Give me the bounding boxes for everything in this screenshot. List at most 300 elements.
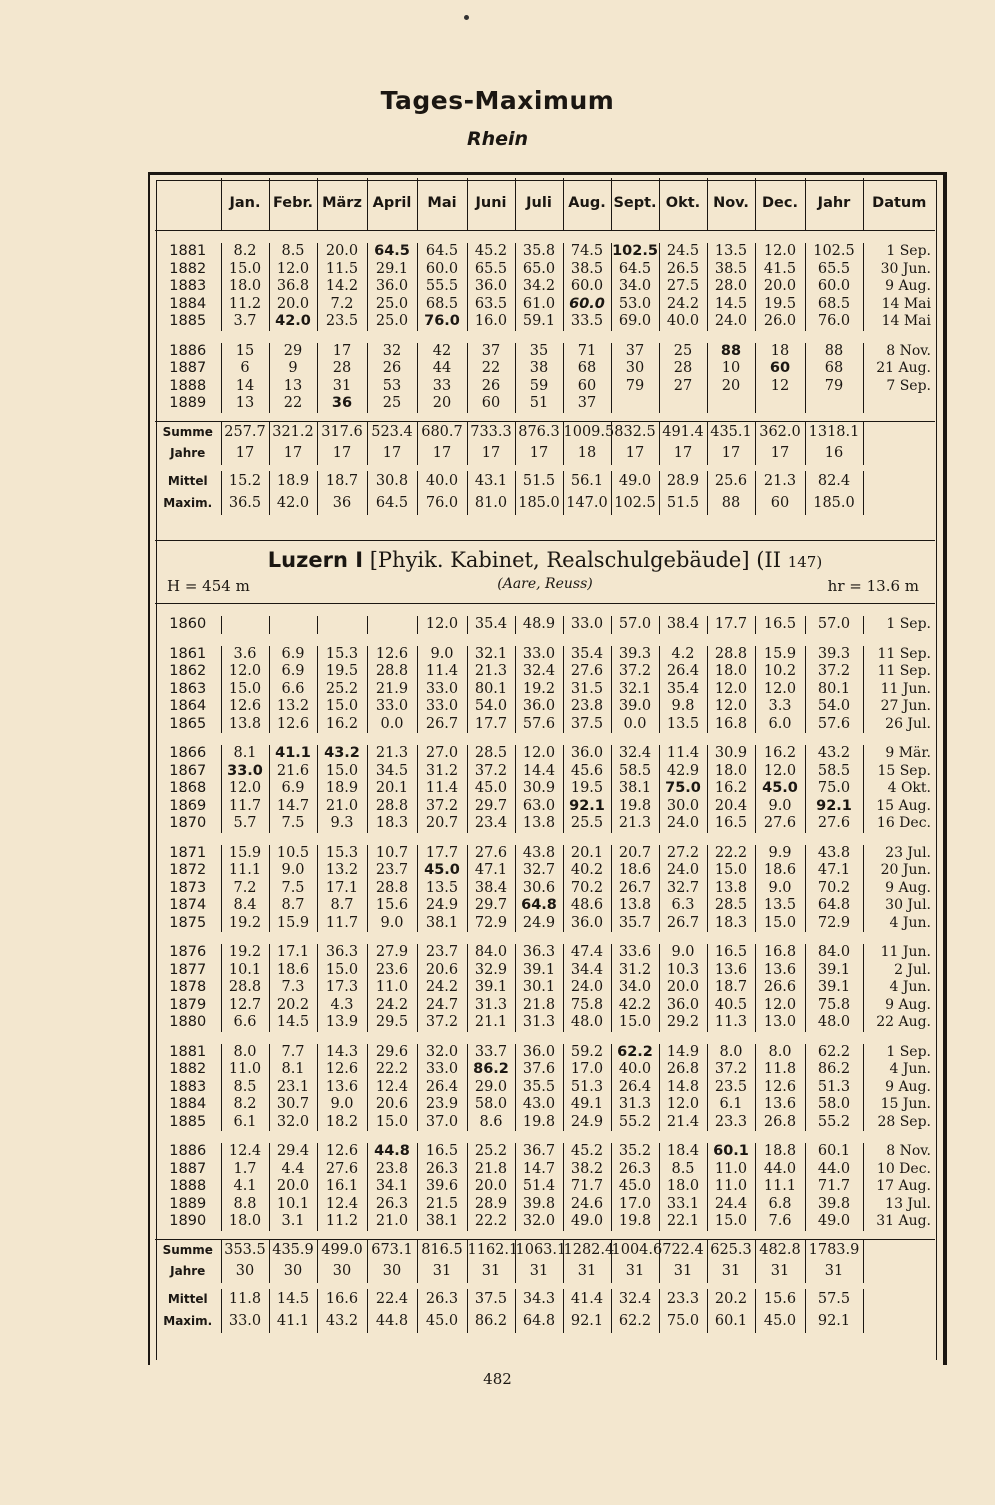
value-cell: 80.1 [467, 681, 515, 699]
value-cell: 60.0 [563, 278, 611, 296]
value-cell: 24.0 [563, 979, 611, 997]
value-cell: 11.0 [707, 1178, 755, 1196]
date-cell: 16 Dec. [863, 815, 935, 833]
year-max-cell: 71.7 [805, 1178, 863, 1196]
summary-value: 18 [563, 443, 611, 465]
page-number: 482 [483, 1370, 512, 1388]
value-cell: 5.7 [221, 815, 269, 833]
value-cell: 12.0 [707, 698, 755, 716]
value-cell: 30.9 [515, 780, 563, 798]
value-cell: 7.5 [269, 880, 317, 898]
value-cell: 26.7 [659, 915, 707, 933]
value-cell: 15.0 [367, 1114, 417, 1132]
value-cell: 9.9 [755, 845, 805, 863]
summary-value: 26.3 [417, 1289, 467, 1311]
summary-value: 362.0 [755, 421, 805, 443]
value-cell: 21.1 [467, 1014, 515, 1032]
value-cell: 18.0 [707, 663, 755, 681]
value-cell: 12.0 [269, 261, 317, 279]
date-cell: 22 Aug. [863, 1014, 935, 1032]
value-cell: 14.9 [659, 1044, 707, 1062]
date-cell: 4 Okt. [863, 780, 935, 798]
summary-value: 30 [367, 1261, 417, 1283]
value-cell: 20.7 [417, 815, 467, 833]
summary-value: 60.1 [707, 1311, 755, 1333]
summary-value: 17 [317, 443, 367, 465]
value-cell: 19.2 [221, 915, 269, 933]
year-cell: 1865 [169, 715, 207, 732]
year-cell: 1874 [169, 897, 207, 913]
year-max-cell: 43.2 [805, 745, 863, 763]
value-cell: 20 [707, 378, 755, 396]
value-cell: 23.4 [467, 815, 515, 833]
summary-value: 185.0 [805, 493, 863, 515]
value-cell: 26.6 [755, 979, 805, 997]
value-cell: 38 [515, 360, 563, 378]
value-cell: 33.0 [417, 1061, 467, 1079]
summary-value: 45.0 [755, 1311, 805, 1333]
summary-value: 17 [417, 443, 467, 465]
value-cell: 11.4 [417, 780, 467, 798]
value-cell [611, 395, 659, 413]
summary-value: 64.8 [515, 1311, 563, 1333]
summary-value: 1282.4 [563, 1239, 611, 1261]
value-cell: 92.1 [563, 798, 611, 816]
value-cell: 15.0 [707, 862, 755, 880]
value-cell: 18.7 [707, 979, 755, 997]
table-row [155, 243, 935, 261]
value-cell [707, 395, 755, 413]
value-cell: 21.0 [317, 798, 367, 816]
value-cell: 11.7 [317, 915, 367, 933]
value-cell: 12.4 [221, 1143, 269, 1161]
value-cell: 36.3 [317, 944, 367, 962]
summary-value: 36 [317, 493, 367, 515]
value-cell: 22.2 [467, 1213, 515, 1231]
value-cell: 4.3 [317, 997, 367, 1015]
value-cell: 8.0 [755, 1044, 805, 1062]
summary-value: 23.3 [659, 1289, 707, 1311]
summary-value: 876.3 [515, 421, 563, 443]
summary-value: 1063.1 [515, 1239, 563, 1261]
value-cell: 11.0 [367, 979, 417, 997]
summary-value: 43.1 [467, 471, 515, 493]
value-cell: 28 [659, 360, 707, 378]
value-cell: 12.0 [417, 616, 467, 634]
value-cell: 23.9 [417, 1096, 467, 1114]
summary-value: 31 [707, 1261, 755, 1283]
summary-value [863, 1311, 935, 1333]
table-row [155, 1044, 935, 1062]
value-cell: 59.2 [563, 1044, 611, 1062]
table-row [155, 745, 935, 763]
date-cell: 15 Sep. [863, 763, 935, 781]
summary-row [155, 1289, 935, 1311]
value-cell: 12.6 [367, 646, 417, 664]
value-cell: 27.6 [563, 663, 611, 681]
date-cell: 14 Mai [863, 296, 935, 314]
value-cell: 26.7 [611, 880, 659, 898]
value-cell: 11.0 [221, 1061, 269, 1079]
value-cell: 8.7 [317, 897, 367, 915]
value-cell: 21.0 [367, 1213, 417, 1231]
year-cell: 1877 [169, 961, 207, 978]
value-cell: 17.7 [467, 716, 515, 734]
value-cell: 4.4 [269, 1161, 317, 1179]
year-cell: 1889 [169, 395, 207, 411]
summary-value: 31 [755, 1261, 805, 1283]
value-cell: 21.3 [367, 745, 417, 763]
value-cell: 12.6 [755, 1079, 805, 1097]
value-cell: 12.6 [269, 716, 317, 734]
value-cell: 16.1 [317, 1178, 367, 1196]
summary-value: 1162.1 [467, 1239, 515, 1261]
year-cell: 1870 [169, 815, 207, 831]
table-row [155, 1114, 935, 1132]
value-cell: 15.0 [221, 261, 269, 279]
value-cell: 36.0 [563, 915, 611, 933]
value-cell: 11.0 [707, 1161, 755, 1179]
value-cell: 6.6 [269, 681, 317, 699]
value-cell: 12 [755, 378, 805, 396]
year-cell: 1873 [169, 879, 207, 896]
table-row [155, 261, 935, 279]
value-cell: 33.6 [611, 944, 659, 962]
value-cell: 71.7 [563, 1178, 611, 1196]
year-cell: 1862 [169, 663, 207, 679]
value-cell: 17.0 [611, 1196, 659, 1214]
value-cell: 44.0 [755, 1161, 805, 1179]
value-cell: 72.9 [467, 915, 515, 933]
value-cell: 19.2 [515, 681, 563, 699]
value-cell: 29.7 [467, 897, 515, 915]
value-cell: 13.6 [755, 1096, 805, 1114]
value-cell: 9 [269, 360, 317, 378]
station-name: Luzern I [267, 548, 364, 572]
value-cell: 18.3 [707, 915, 755, 933]
value-cell: 18.0 [221, 1213, 269, 1231]
year-max-cell: 102.5 [805, 243, 863, 261]
value-cell: 102.5 [612, 243, 658, 259]
summary-value: 56.1 [563, 471, 611, 493]
value-cell: 19.8 [611, 798, 659, 816]
value-cell: 9.8 [659, 698, 707, 716]
date-cell: 1 Sep. [863, 243, 935, 261]
value-cell: 30.1 [515, 979, 563, 997]
value-cell: 57.6 [515, 716, 563, 734]
value-cell: 29 [269, 343, 317, 361]
column-header: Jan. [221, 178, 269, 231]
summary-value: 18.7 [317, 471, 367, 493]
value-cell: 6.6 [221, 1014, 269, 1032]
value-cell: 9.3 [317, 815, 367, 833]
summary-value: 491.4 [659, 421, 707, 443]
value-cell: 18.6 [269, 962, 317, 980]
value-cell: 31.2 [417, 763, 467, 781]
value-cell: 11.3 [707, 1014, 755, 1032]
summary-value: 832.5 [611, 421, 659, 443]
value-cell: 17.1 [269, 944, 317, 962]
value-cell: 37 [611, 343, 659, 361]
summary-row [155, 1239, 935, 1261]
summary-value: 76.0 [417, 493, 467, 515]
value-cell: 26.0 [755, 313, 805, 331]
value-cell: 29.5 [367, 1014, 417, 1032]
value-cell: 31.3 [611, 1096, 659, 1114]
date-cell: 11 Jun. [863, 681, 935, 699]
year-cell: 1890 [169, 1213, 207, 1229]
value-cell: 16.8 [707, 716, 755, 734]
year-max-cell: 80.1 [805, 681, 863, 699]
date-cell: 28 Sep. [863, 1114, 935, 1132]
value-cell: 23.8 [563, 698, 611, 716]
year-cell: 1866 [169, 745, 207, 761]
value-cell: 36.0 [367, 278, 417, 296]
summary-label: Maxim. [163, 1314, 213, 1329]
value-cell: 25.0 [367, 313, 417, 331]
year-max-cell: 86.2 [805, 1061, 863, 1079]
table-row [155, 698, 935, 716]
summary-value: 17 [659, 443, 707, 465]
year-max-cell: 79 [805, 378, 863, 396]
value-cell: 35.4 [659, 681, 707, 699]
value-cell: 60 [755, 360, 805, 378]
value-cell: 32.4 [515, 663, 563, 681]
value-cell: 26.8 [755, 1114, 805, 1132]
summary-value: 31 [805, 1261, 863, 1283]
value-cell: 62.2 [611, 1044, 659, 1062]
section-rule [155, 603, 935, 604]
summary-row [155, 443, 935, 465]
value-cell: 24.2 [659, 296, 707, 314]
summary-value [863, 1261, 935, 1283]
summary-value [863, 1239, 935, 1261]
value-cell: 13.2 [269, 698, 317, 716]
value-cell: 24.4 [707, 1196, 755, 1214]
value-cell: 36.3 [515, 944, 563, 962]
value-cell: 40.2 [563, 862, 611, 880]
table-row [155, 681, 935, 699]
value-cell: 20.0 [467, 1178, 515, 1196]
date-cell: 11 Sep. [863, 663, 935, 681]
value-cell: 9.0 [417, 646, 467, 664]
value-cell: 10.2 [755, 663, 805, 681]
column-header: Febr. [269, 178, 317, 231]
value-cell: 27 [659, 378, 707, 396]
summary-value: 147.0 [563, 493, 611, 515]
value-cell: 20.6 [417, 962, 467, 980]
value-cell: 8.5 [659, 1161, 707, 1179]
value-cell: 26 [467, 378, 515, 396]
column-header: März [317, 178, 367, 231]
summary-value: 92.1 [805, 1311, 863, 1333]
value-cell: 12.4 [367, 1079, 417, 1097]
year-max-cell: 76.0 [805, 313, 863, 331]
value-cell: 38.5 [707, 261, 755, 279]
summary-value: 17 [611, 443, 659, 465]
luzern-table [155, 610, 935, 1333]
summary-value: 14.5 [269, 1289, 317, 1311]
value-cell: 10.1 [269, 1196, 317, 1214]
value-cell: 37.2 [417, 1014, 467, 1032]
value-cell: 70.2 [563, 880, 611, 898]
date-cell: 4 Jun. [863, 979, 935, 997]
year-cell: 1875 [169, 914, 207, 931]
value-cell: 21.4 [659, 1114, 707, 1132]
value-cell: 30.6 [515, 880, 563, 898]
value-cell: 9.0 [755, 880, 805, 898]
value-cell: 48.0 [563, 1014, 611, 1032]
summary-value: 353.5 [221, 1239, 269, 1261]
table-row [155, 962, 935, 980]
table-row [155, 360, 935, 378]
value-cell: 13.8 [611, 897, 659, 915]
value-cell: 37.2 [707, 1061, 755, 1079]
date-cell: 1 Sep. [863, 1044, 935, 1062]
summary-row [155, 1311, 935, 1333]
year-max-cell: 70.2 [805, 880, 863, 898]
value-cell: 68 [563, 360, 611, 378]
date-cell: 4 Jun. [863, 915, 935, 933]
value-cell: 12.0 [659, 1096, 707, 1114]
value-cell: 28.5 [707, 897, 755, 915]
summary-label: Mittel [167, 1292, 208, 1307]
value-cell: 43.2 [317, 745, 367, 763]
table-row [155, 1196, 935, 1214]
value-cell: 58.5 [611, 763, 659, 781]
value-cell: 31.3 [515, 1014, 563, 1032]
value-cell: 12.6 [221, 698, 269, 716]
table-row [155, 1161, 935, 1179]
table-row [155, 1213, 935, 1231]
value-cell: 17.0 [563, 1061, 611, 1079]
summary-value: 30.8 [367, 471, 417, 493]
value-cell: 39.8 [515, 1196, 563, 1214]
summary-value: 32.4 [611, 1289, 659, 1311]
value-cell: 12.4 [317, 1196, 367, 1214]
year-max-cell: 43.8 [805, 845, 863, 863]
value-cell: 8.2 [221, 1096, 269, 1114]
summary-value [863, 421, 935, 443]
section-rule [155, 540, 935, 541]
year-max-cell: 58.5 [805, 763, 863, 781]
value-cell: 45.0 [611, 1178, 659, 1196]
value-cell: 23.7 [417, 944, 467, 962]
value-cell: 63.5 [467, 296, 515, 314]
value-cell: 68.5 [417, 296, 467, 314]
date-cell: 17 Aug. [863, 1178, 935, 1196]
value-cell: 69.0 [611, 313, 659, 331]
date-cell: 11 Sep. [863, 646, 935, 664]
value-cell: 6.1 [707, 1096, 755, 1114]
value-cell: 36.0 [659, 997, 707, 1015]
value-cell: 14.3 [317, 1044, 367, 1062]
summary-value: 30 [317, 1261, 367, 1283]
value-cell: 28.8 [367, 663, 417, 681]
summary-value: 33.0 [221, 1311, 269, 1333]
date-cell: 1 Sep. [863, 616, 935, 634]
value-cell: 32.7 [659, 880, 707, 898]
value-cell: 12.0 [755, 681, 805, 699]
year-cell: 1869 [169, 797, 207, 814]
value-cell: 16.2 [317, 716, 367, 734]
value-cell: 3.1 [269, 1213, 317, 1231]
value-cell: 8.5 [269, 243, 317, 261]
value-cell: 13.5 [707, 243, 755, 261]
value-cell: 26.3 [417, 1161, 467, 1179]
value-cell: 76.0 [417, 313, 467, 331]
value-cell: 45.0 [467, 780, 515, 798]
value-cell: 18.8 [755, 1143, 805, 1161]
value-cell: 33.0 [563, 616, 611, 634]
value-cell: 21.3 [467, 663, 515, 681]
column-header: April [367, 178, 417, 231]
date-cell: 30 Jun. [863, 261, 935, 279]
value-cell: 0.0 [367, 716, 417, 734]
station-heading [155, 548, 935, 572]
value-cell: 37 [563, 395, 611, 413]
summary-value: 321.2 [269, 421, 317, 443]
value-cell: 39.3 [611, 646, 659, 664]
summary-value: 43.2 [317, 1311, 367, 1333]
value-cell: 31.3 [467, 997, 515, 1015]
page-subtitle: Rhein [466, 128, 529, 150]
value-cell: 38.2 [563, 1161, 611, 1179]
table-row [155, 880, 935, 898]
value-cell: 4.1 [221, 1178, 269, 1196]
summary-row [155, 1261, 935, 1283]
value-cell: 37.5 [563, 716, 611, 734]
column-header: Juli [515, 178, 563, 231]
value-cell: 59.1 [515, 313, 563, 331]
summary-value: 37.5 [467, 1289, 515, 1311]
value-cell: 86.2 [467, 1061, 515, 1079]
value-cell: 33.0 [221, 763, 269, 781]
value-cell: 9.0 [269, 862, 317, 880]
value-cell: 17 [317, 343, 367, 361]
summary-value: 36.5 [221, 493, 269, 515]
station-place: [Phyik. Kabinet, Realschulgebäude] [369, 548, 750, 572]
value-cell: 37.6 [515, 1061, 563, 1079]
value-cell: 26.8 [659, 1061, 707, 1079]
table-row [155, 296, 935, 314]
year-max-cell: 39.1 [805, 979, 863, 997]
value-cell: 13.2 [317, 862, 367, 880]
year-cell: 1887 [169, 360, 207, 376]
value-cell: 11.8 [755, 1061, 805, 1079]
value-cell: 33.0 [515, 646, 563, 664]
value-cell: 20.0 [269, 296, 317, 314]
value-cell: 27.6 [317, 1161, 367, 1179]
value-cell: 21.6 [269, 763, 317, 781]
table-row [155, 395, 935, 413]
value-cell: 7.6 [755, 1213, 805, 1231]
summary-value: 16.6 [317, 1289, 367, 1311]
value-cell: 47.1 [467, 862, 515, 880]
value-cell: 12.6 [317, 1061, 367, 1079]
value-cell: 60 [467, 395, 515, 413]
value-cell: 14 [221, 378, 269, 396]
value-cell: 34.4 [563, 962, 611, 980]
value-cell: 26.4 [659, 663, 707, 681]
date-cell: 11 Jun. [863, 944, 935, 962]
table-row [155, 944, 935, 962]
value-cell: 41.1 [269, 745, 317, 763]
value-cell: 8.4 [221, 897, 269, 915]
year-max-cell: 64.8 [805, 897, 863, 915]
value-cell: 7.3 [269, 979, 317, 997]
value-cell: 17.7 [707, 616, 755, 634]
